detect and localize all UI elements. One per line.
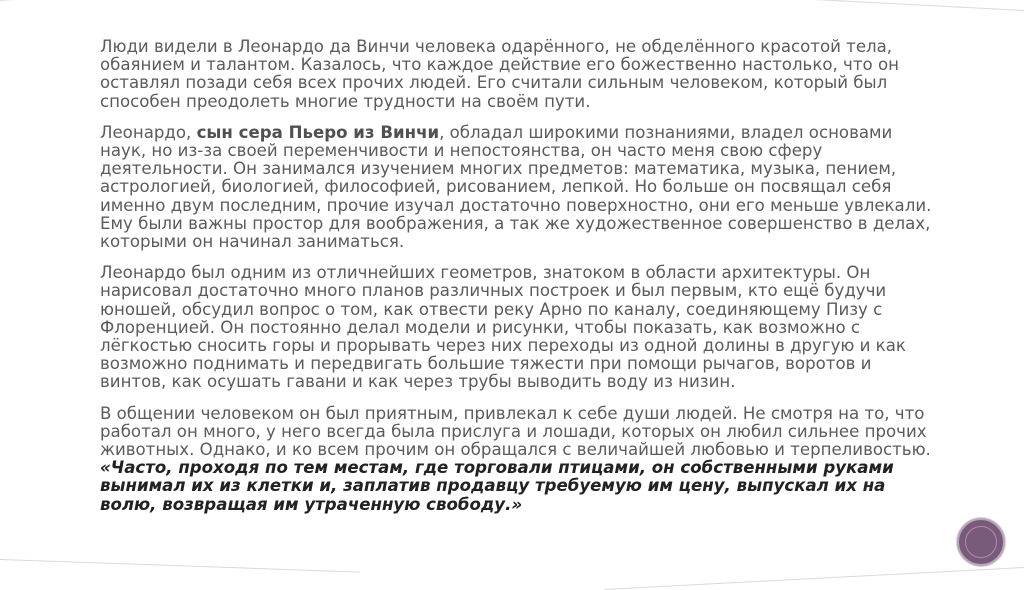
- slide-number-badge-icon: [957, 518, 1005, 566]
- frame-line-top-left: [0, 0, 299, 1]
- frame-line-bottom-left: [0, 559, 360, 573]
- paragraph-3-text: Леонардо был одним из отличнейших геометров, знатоком в области архитектуры. Он нарисовал достаточно много планов различных построек и был первым, кто ещё будучи юношей, обсудил вопрос о том, как отвести реку Арно по каналу, соединяющему Пизу с Флоренцией. Он постоянно делал модели и рисунки, чтобы показать, как возможно с лёгкостью сносить горы и прорывать через них переходы из одной долины в другую и как возможно поднимать и передвигать большие тяжести при помощи рычагов, воротов и винтов, как осушать гавани и как через трубы выводить воду из низин.: [100, 263, 906, 392]
- paragraph-4-quote: «Часто, проходя по тем местам, где торговали птицами, он собственными руками вынимал их из клетки и, заплатив продавцу требуемую им цену, выпускал их на волю, возвращая им утраченную свободу.»: [100, 458, 894, 514]
- paragraph-2-text: , обладал широкими познаниями, владел основами наук, но из-за своей переменчивости и непостоянства, он часто меня свою сферу деятельности. Он занимался изучением многих предметов: математика, музыка, пением, астрологией, биологией, философией, рисованием, лепкой. Но больше он посвящал себя именно двум последним, прочие изучал достаточно поверхностно, они его меньше увлекали. Ему были важны простор для воображения, а так же художественное совершенство в делах, которыми он начинал заниматься.: [100, 122, 932, 252]
- paragraph-1-text: Люди видели в Леонардо да Винчи человека одарённого, не обделённого красотой тела, обаянием и талантом. Казалось, что каждое действие его божественно настолько, что он оставлял позади себя всех прочих людей. Его считали сильным человеком, который был способен преодолеть многие трудности на своём пути.: [100, 37, 899, 111]
- paragraph-2-bold: сын сера Пьеро из Винчи: [196, 122, 440, 142]
- paragraph-geometry: [100, 264, 932, 391]
- paragraph-4-text: В общении человеком он был приятным, привлекал к себе души людей. Не смотря на то, что работал он много, у него всегда была прислуга и лошади, которых он любил сильнее прочих животных. Однако, и ко всем прочим он обращался с величайшей любовью и терпеливостью.: [100, 403, 931, 460]
- paragraph-appearance: [100, 38, 932, 111]
- frame-line-top-right: [684, 0, 1024, 11]
- slide-text-body: [100, 38, 932, 527]
- frame-line-bottom-right: [605, 567, 1024, 590]
- paragraph-character: [100, 405, 932, 514]
- paragraph-knowledge: [100, 124, 932, 251]
- paragraph-2-lead: Леонардо,: [100, 122, 197, 142]
- badge-inner-ring: [965, 526, 997, 558]
